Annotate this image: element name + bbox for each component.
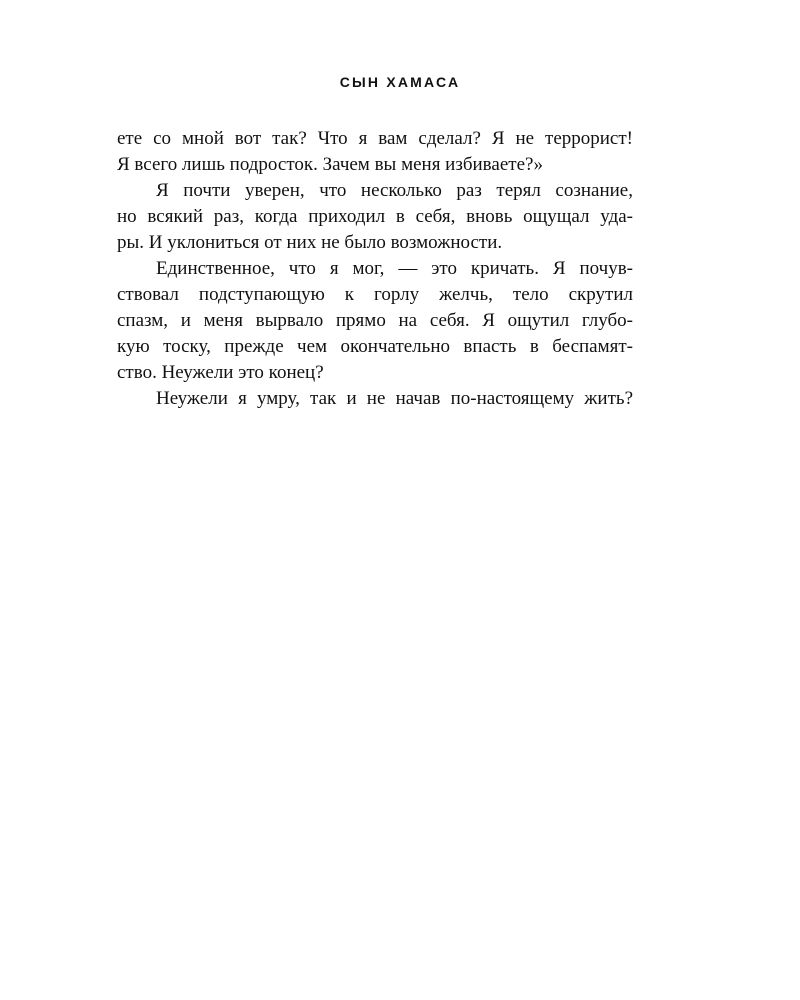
text-line: Единственное, что я мог, — это кричать. Я почув-	[156, 258, 633, 279]
text-line: Я всего лишь подросток. Зачем вы меня избиваете?»	[117, 154, 543, 175]
text-line: Неужели я умру, так и не начав по-настоящему жить?	[156, 388, 633, 409]
text-line: ры. И уклониться от них не было возможности.	[117, 232, 503, 253]
text-line: кую тоску, прежде чем окончательно впасть в беспамят-	[117, 336, 633, 357]
text-line: спазм, и меня вырвало прямо на себя. Я ощутил глубо-	[117, 310, 633, 331]
body-text	[117, 126, 633, 412]
text-line: ство. Неужели это конец?	[117, 362, 324, 383]
running-head: СЫН ХАМАСА	[339, 74, 461, 90]
text-line: но всякий раз, когда приходил в себя, вновь ощущал уда-	[117, 206, 633, 227]
text-line: ствовал подступающую к горлу желчь, тело скрутил	[117, 284, 633, 305]
text-line: Я почти уверен, что несколько раз терял сознание,	[156, 180, 633, 201]
text-line: ете со мной вот так? Что я вам сделал? Я не террорист!	[117, 128, 633, 149]
